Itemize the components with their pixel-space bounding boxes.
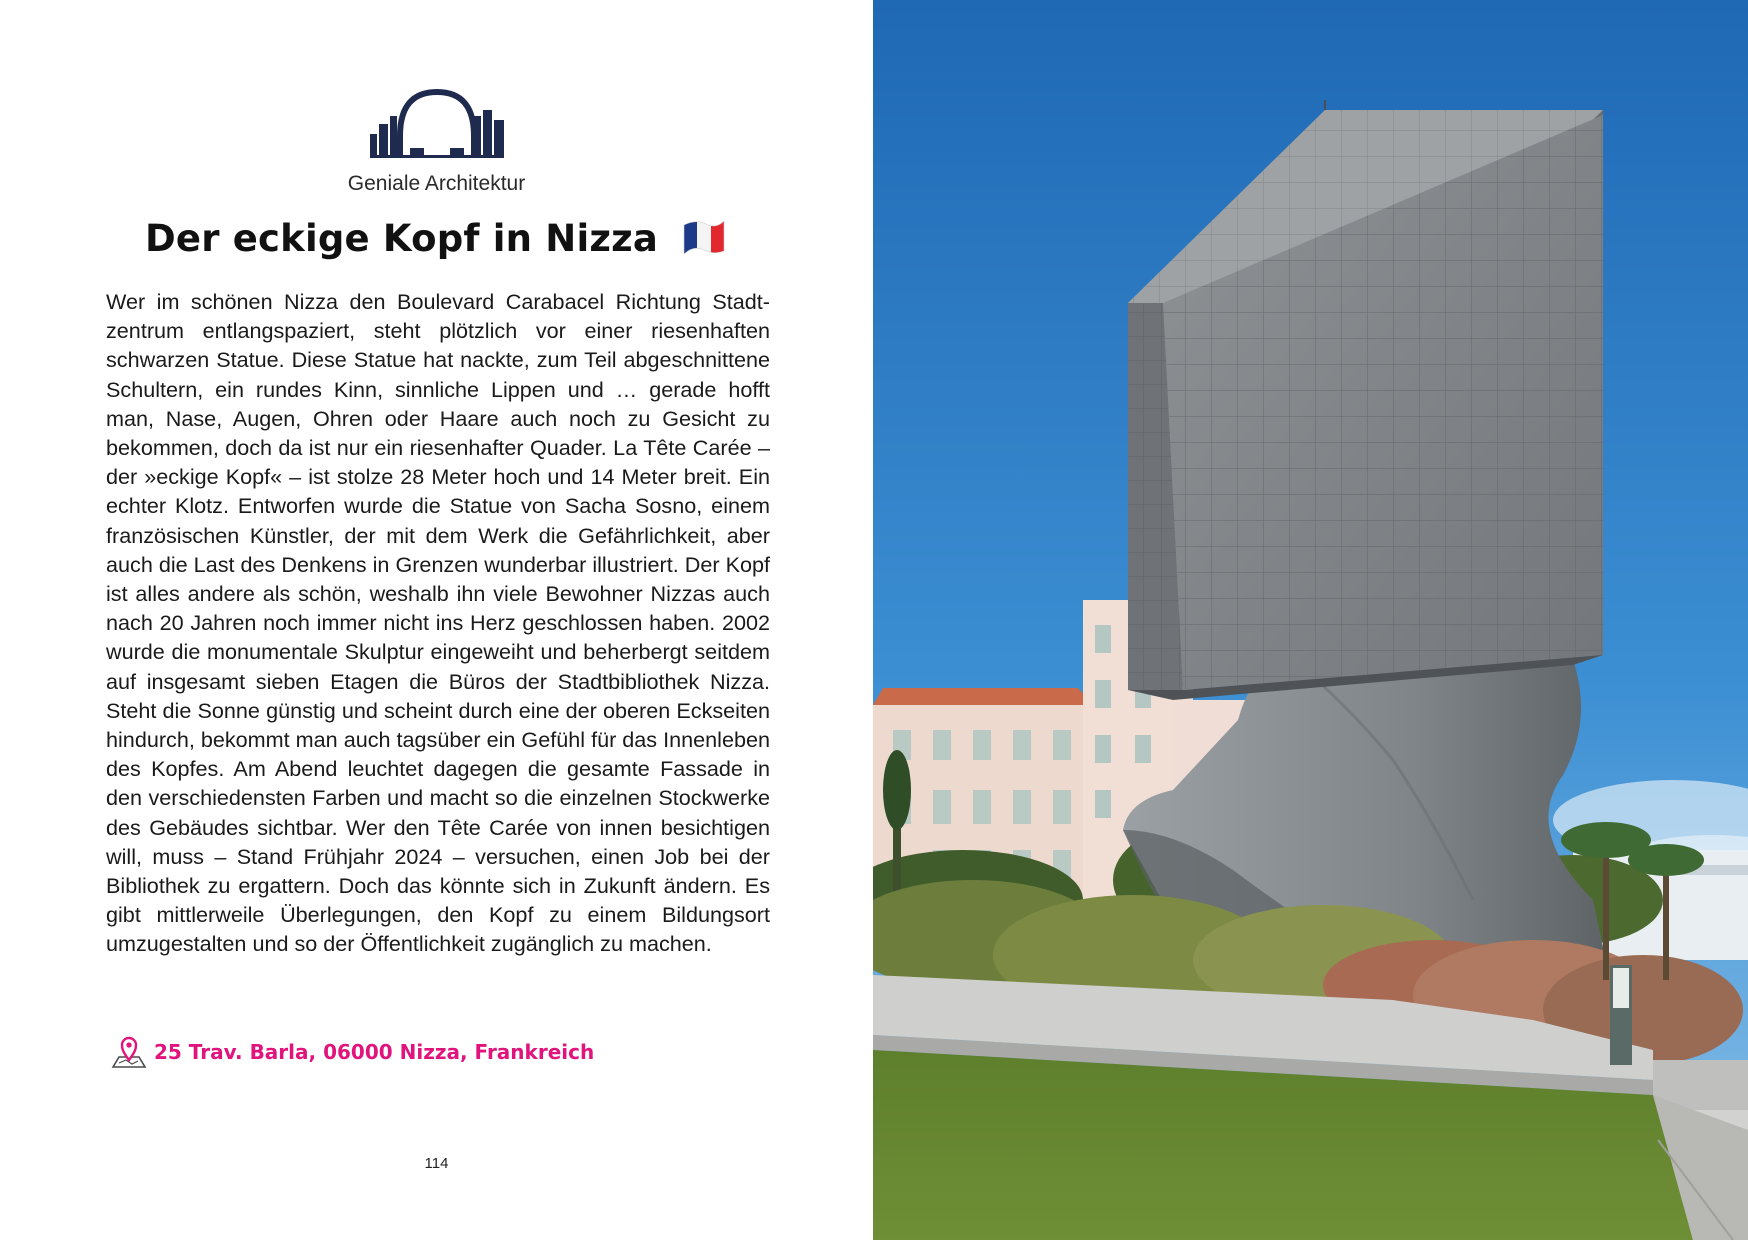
left-page [0, 0, 873, 1240]
category-label: Geniale Architektur [347, 172, 526, 195]
map-pin-icon [110, 1033, 148, 1071]
page-title: Der eckige Kopf in Nizza [144, 216, 658, 260]
france-flag-icon [680, 217, 728, 259]
architecture-arch-skyline-icon [370, 88, 504, 160]
title-row [0, 208, 873, 268]
right-page [873, 0, 1748, 1240]
address-row [110, 1032, 594, 1072]
article-body: Wer im schönen Nizza den Boulevard Carabacel Richtung Stadtzentrum entlangspaziert, steht plötzlich vor einer riesenhaften schwarzen Statue. Diese Statue hat nackte, zum Teil abgeschnittene Schultern, ein rundes Kinn, sinnliche Lippen und … gerade hofft man, Nase, Augen, Ohren oder Haare auch noch zu Gesicht zu bekommen, doch da ist nur ein riesenhafter Quader. La Tête Carée – der »eckige Kopf« – ist stolze 28 Meter hoch und 14 Meter breit. Ein echter Klotz. Entworfen wurde die Statue von Sacha Sosno, einem französischen Künstler, der mit dem Werk die Gefährlichkeit, aber auch die Last des Denkens in Grenzen wunderbar illustriert. Der Kopf ist alles andere als schön, weshalb ihn viele Bewohner Nizzas auch nach 20 Jahren noch immer nicht ins Herz geschlossen haben. 2002 wurde die monumentale Skulptur eingeweiht und beherbergt seitdem auf insgesamt sieben Etagen die Büros der Stadtbibliothek Nizza. Steht die Sonne günstig und scheint durch eine der oberen Eckseiten hindurch, bekommt man auch tagsüber ein Gefühl für das Innenleben des Kopfes. Am Abend leuchtet dagegen die gesamte Fassade in den verschiedensten Farben und macht so die einzelnen Stockwerke des Gebäudes sichtbar. Wer den Tête Carée von innen besichtigen will, muss – Stand Frühjahr 2024 – versuchen, einen Job bei der Bibliothek zu ergattern. Doch das könnte sich in Zukunft ändern. Es gibt mittlerweile Überlegungen, den Kopf zu einem Bildungsort umzugestalten und so der Öffentlichkeit zugänglich zu machen. [106, 289, 770, 957]
page-number: 114 [424, 1155, 449, 1172]
tete-carree-sculpture-photo [873, 0, 1748, 1240]
address-text: 25 Trav. Barla, 06000 Nizza, Frankreich [154, 1040, 595, 1064]
